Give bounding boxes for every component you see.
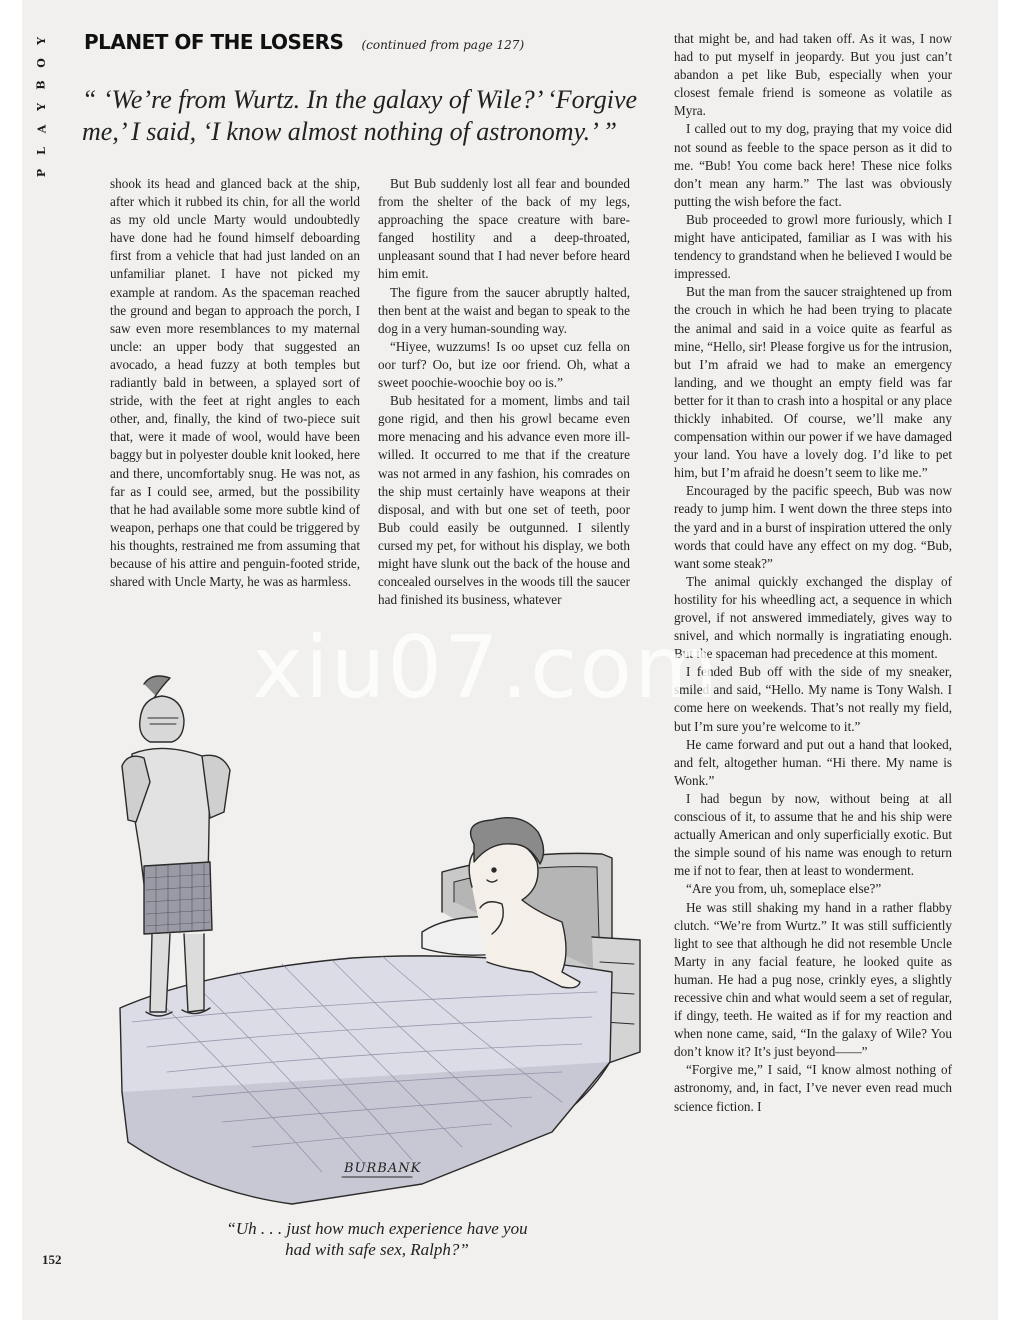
paragraph: But the man from the saucer straightened up from the crouch in which he had been trying to placate the animal and said in a voice quite as fearful as mine, “Hello, sir! Please forgive us for the intrusion, but I’m afraid we had to make an emergency landing, and we thought an empty field was far better for it than to crash into a hospital or any place thickly inhabited. Of course, we’ll make any compensation within our power if we have damaged your land. You have a lovely dog. I’d like to pet him, but I’m afraid he doesn’t seem to like me.” bbox=[674, 284, 952, 481]
paragraph: But Bub suddenly lost all fear and bounded from the shelter of the back of my legs, approaching the space creature with bare-fanged hostility and a deep-throated, unpleasant sound that I had never before heard him emit. bbox=[378, 176, 630, 282]
paragraph: The animal quickly exchanged the display of hostility for his wheedling act, a sequence in which grovel, if not answered immediately, gives way to snivel, and which normally is ingratiating enough. But the spaceman had precedence at this moment. bbox=[674, 573, 952, 662]
paragraph: “Hiyee, wuzzums! Is oo upset cuz fella on oor turf? Oo, but ize oor friend. Oh, what a sweet poochie-woochie boy oo is.” bbox=[378, 338, 630, 391]
cartoon-illustration bbox=[92, 672, 652, 1212]
paragraph: Encouraged by the pacific speech, Bub was now ready to jump him. I went down the three steps into the yard and in a burst of inspiration uttered the only words that could have any effect on my dog. “Bub, want some steak?” bbox=[674, 483, 952, 571]
cartoon-caption: “Uh . . . just how much experience have you had with safe sex, Ralph?” bbox=[226, 1219, 528, 1259]
paragraph: that might be, and had taken off. As it was, I now had to put myself in jeopardy. But you just can’t abandon a pet like Bub, especially when your closest female friend is someone as volatile as Myra. bbox=[674, 31, 952, 119]
cartoonist-signature: BURBANK bbox=[344, 1161, 422, 1176]
paragraph: I had begun by now, without being at all conscious of it, to assume that he and his ship were actually American and only superficially exotic. But the simple sound of his name was enough to return me if not to fear, then at least to wonderment. bbox=[674, 790, 952, 879]
playboy-vertical-logo: Y O B Y A L P bbox=[34, 37, 48, 178]
knight-chainmail bbox=[144, 862, 212, 934]
paragraph: Bub hesitated for a moment, limbs and tail gone rigid, and then his growl became even more menacing and his advance even more ill-willed. It occurred to me that if the creature was not armed in any fashion, his comrades on the ship must certainly have weapons at their disposal, and with but one set of teeth, poor Bub could easily be outgunned. I silently cursed my pet, for without his display, we both might have slunk out the back of the house and concealed ourselves in the woods till the saucer had finished its business, whatever bbox=[378, 393, 630, 608]
knight-helmet bbox=[140, 696, 184, 742]
pull-quote: “ ‘We’re from Wurtz. In the galaxy of Wile?’ ‘Forgive me,’ I said, ‘I know almost nothing of astronomy.’ ” bbox=[82, 85, 638, 146]
paragraph: I fended Bub off with the side of my sneaker, smiled and said, “Hello. My name is Tony Walsh. I come here on weekends. That’s not really my field, but I’m sure you’re welcome to it.” bbox=[674, 664, 952, 734]
body-column-1 bbox=[110, 175, 360, 665]
paragraph: “Are you from, uh, someplace else?” bbox=[686, 881, 882, 897]
paragraph: The figure from the saucer abruptly halted, then bent at the waist and began to speak to the dog in a very human-sounding way. bbox=[378, 284, 630, 336]
article-header bbox=[84, 30, 624, 60]
magazine-page bbox=[22, 0, 998, 1320]
paragraph: He was still shaking my hand in a rather flabby clutch. “We’re from Wurtz.” It was still sufficiently light to see that although he did not resemble Uncle Marty in any facial feature, he looked quite as human. He had a pug nose, crinkly eyes, a slightly recessive chin and what would seem a set of regular, if dingy, teeth. He waited as if for my reaction and when none came, said, “In the galaxy of Wile? You don’t know it? It’s just beyond——” bbox=[674, 899, 952, 1060]
page-number: 152 bbox=[42, 1252, 62, 1267]
article-title: PLANET OF THE LOSERS bbox=[84, 30, 344, 54]
paragraph: shook its head and glanced back at the ship, after which it rubbed its chin, for all the world as my old uncle Marty would undoubtedly have done had he found himself deboarding first from a vehicle that had just landed on an unfamiliar planet. I have not picked my example at random. As the spaceman reached the ground and began to approach the porch, I saw even more resemblances to my maternal uncle: an upper body that suggested an avocado, a head fuzzy at both temples but radiantly bald in between, a splayed sort of stride, with the feet at right angles to each other, and, finally, the kind of two-piece suit that, were it made of wool, would have been baggy but in polyester double knit looked, here and there, uncomfortably snug. He was not, as far as I could see, armed, but the possibility that he had available some more subtle kind of weapon, perhaps one that could be triggered by his thoughts, restrained me from assuming that because of his attire and penguin-footed stride, shared with Uncle Marty, he was as harmless. bbox=[110, 176, 360, 590]
paragraph: Bub proceeded to growl more furiously, which I might have anticipated, familiar as I was with his tendency to grandstand when he believed I would be impressed. bbox=[674, 211, 952, 282]
watermark: xiu07.com bbox=[252, 618, 720, 718]
paragraph: He came forward and put out a hand that looked, and felt, altogether human. “Hi there. My name is Wonk.” bbox=[674, 736, 952, 788]
continued-note: (continued from page 127) bbox=[361, 38, 525, 52]
paragraph: I called out to my dog, praying that my voice did not sound as feeble to the space person as it did to me. “Bub! You come back here! These nice folks don’t mean any harm.” The last was obviously putting the wish before the fact. bbox=[674, 121, 952, 209]
body-column-2 bbox=[378, 175, 630, 653]
paragraph: “Forgive me,” I said, “I know almost nothing of astronomy, and, in fact, I’ve never even read much science fiction. I bbox=[674, 1062, 952, 1114]
